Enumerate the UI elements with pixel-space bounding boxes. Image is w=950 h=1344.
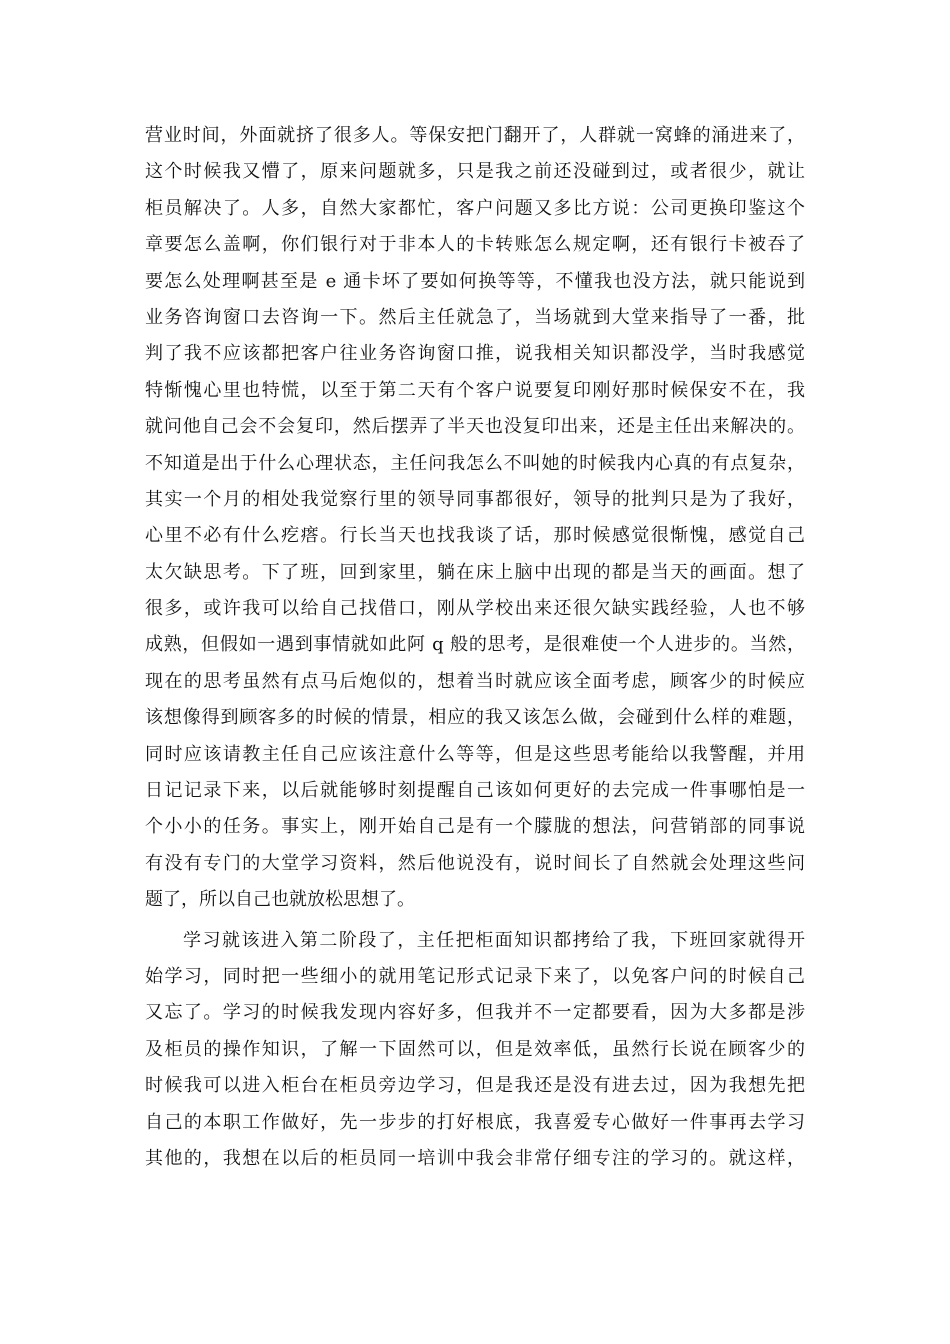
text-line: 不知道是出于什么心理状态，主任问我怎么不叫她的时候我内心真的有点复杂，: [145, 452, 805, 474]
text-line: 题了，所以自己也就放松思想了。: [145, 889, 415, 911]
text-line: 学习就该进入第二阶段了，主任把柜面知识都拷给了我，下班回家就得开: [183, 929, 805, 951]
text-line: 业务咨询窗口去咨询一下。然后主任就急了，当场就到大堂来指导了一番，批: [145, 306, 805, 328]
text-line: 其他的，我想在以后的柜员同一培训中我会非常仔细专注的学习的。就这样，: [145, 1147, 805, 1169]
paragraph: [145, 118, 805, 919]
text-line: 时候我可以进入柜台在柜员旁边学习，但是我还是没有进去过，因为我想先把: [145, 1075, 805, 1097]
text-line: 章要怎么盖啊，你们银行对于非本人的卡转账怎么规定啊，还有银行卡被吞了: [145, 234, 805, 256]
text-line: 这个时候我又懵了，原来问题就多，只是我之前还没碰到过，或者很少，就让: [145, 161, 805, 183]
text-line: 个小小的任务。事实上，刚开始自己是有一个朦胧的想法，问营销部的同事说: [145, 816, 805, 838]
text-line: 始学习，同时把一些细小的就用笔记形式记录下来了，以免客户问的时候自己: [145, 965, 805, 987]
text-line: 营业时间，外面就挤了很多人。等保安把门翻开了，人群就一窝蜂的涌进来了，: [145, 125, 805, 146]
text-line: 很多，或许我可以给自己找借口，刚从学校出来还很欠缺实践经验，人也不够: [145, 598, 805, 620]
text-line: 就问他自己会不会复印，然后摆弄了半天也没复印出来，还是主任出来解决的。: [145, 416, 805, 438]
text-line: 日记记录下来，以后就能够时刻提醒自己该如何更好的去完成一件事哪怕是一: [145, 780, 805, 802]
text-line: 要怎么处理啊甚至是 e 通卡坏了要如何换等等，不懂我也没方法，就只能说到: [145, 270, 805, 292]
text-line: 有没有专门的大堂学习资料，然后他说没有，说时间长了自然就会处理这些问: [145, 852, 805, 874]
paragraph: [145, 923, 805, 1178]
text-line: 其实一个月的相处我觉察行里的领导同事都很好，领导的批判只是为了我好，: [145, 488, 805, 510]
text-line: 又忘了。学习的时候我发现内容好多，但我并不一定都要看，因为大多都是涉: [145, 1002, 805, 1024]
text-line: 判了我不应该都把客户往业务咨询窗口推，说我相关知识都没学，当时我感觉: [145, 343, 805, 365]
text-line: 特惭愧心里也特慌，以至于第二天有个客户说要复印刚好那时候保安不在，我: [145, 379, 805, 401]
text-line: 柜员解决了。人多，自然大家都忙，客户问题又多比方说：公司更换印鉴这个: [145, 197, 805, 219]
text-line: 自己的本职工作做好，先一步步的打好根底，我喜爱专心做好一件事再去学习: [145, 1111, 805, 1133]
text-line: 成熟，但假如一遇到事情就如此阿 q 般的思考，是很难使一个人进步的。当然，: [145, 634, 805, 656]
text-line: 心里不必有什么疙瘩。行长当天也找我谈了话，那时候感觉很惭愧，感觉自己: [145, 525, 805, 547]
text-line: 同时应该请教主任自己应该注意什么等等，但是这些思考能给以我警醒，并用: [145, 743, 805, 765]
text-line: 该想像得到顾客多的时候的情景，相应的我又该怎么做，会碰到什么样的难题，: [145, 707, 805, 729]
text-line: 现在的思考虽然有点马后炮似的，想着当时就应该全面考虑，顾客少的时候应: [145, 670, 805, 692]
body-text: [145, 118, 805, 1177]
text-line: 太欠缺思考。下了班，回到家里，躺在床上脑中出现的都是当天的画面。想了: [145, 561, 805, 583]
text-line: 及柜员的操作知识，了解一下固然可以，但是效率低，虽然行长说在顾客少的: [145, 1038, 805, 1060]
